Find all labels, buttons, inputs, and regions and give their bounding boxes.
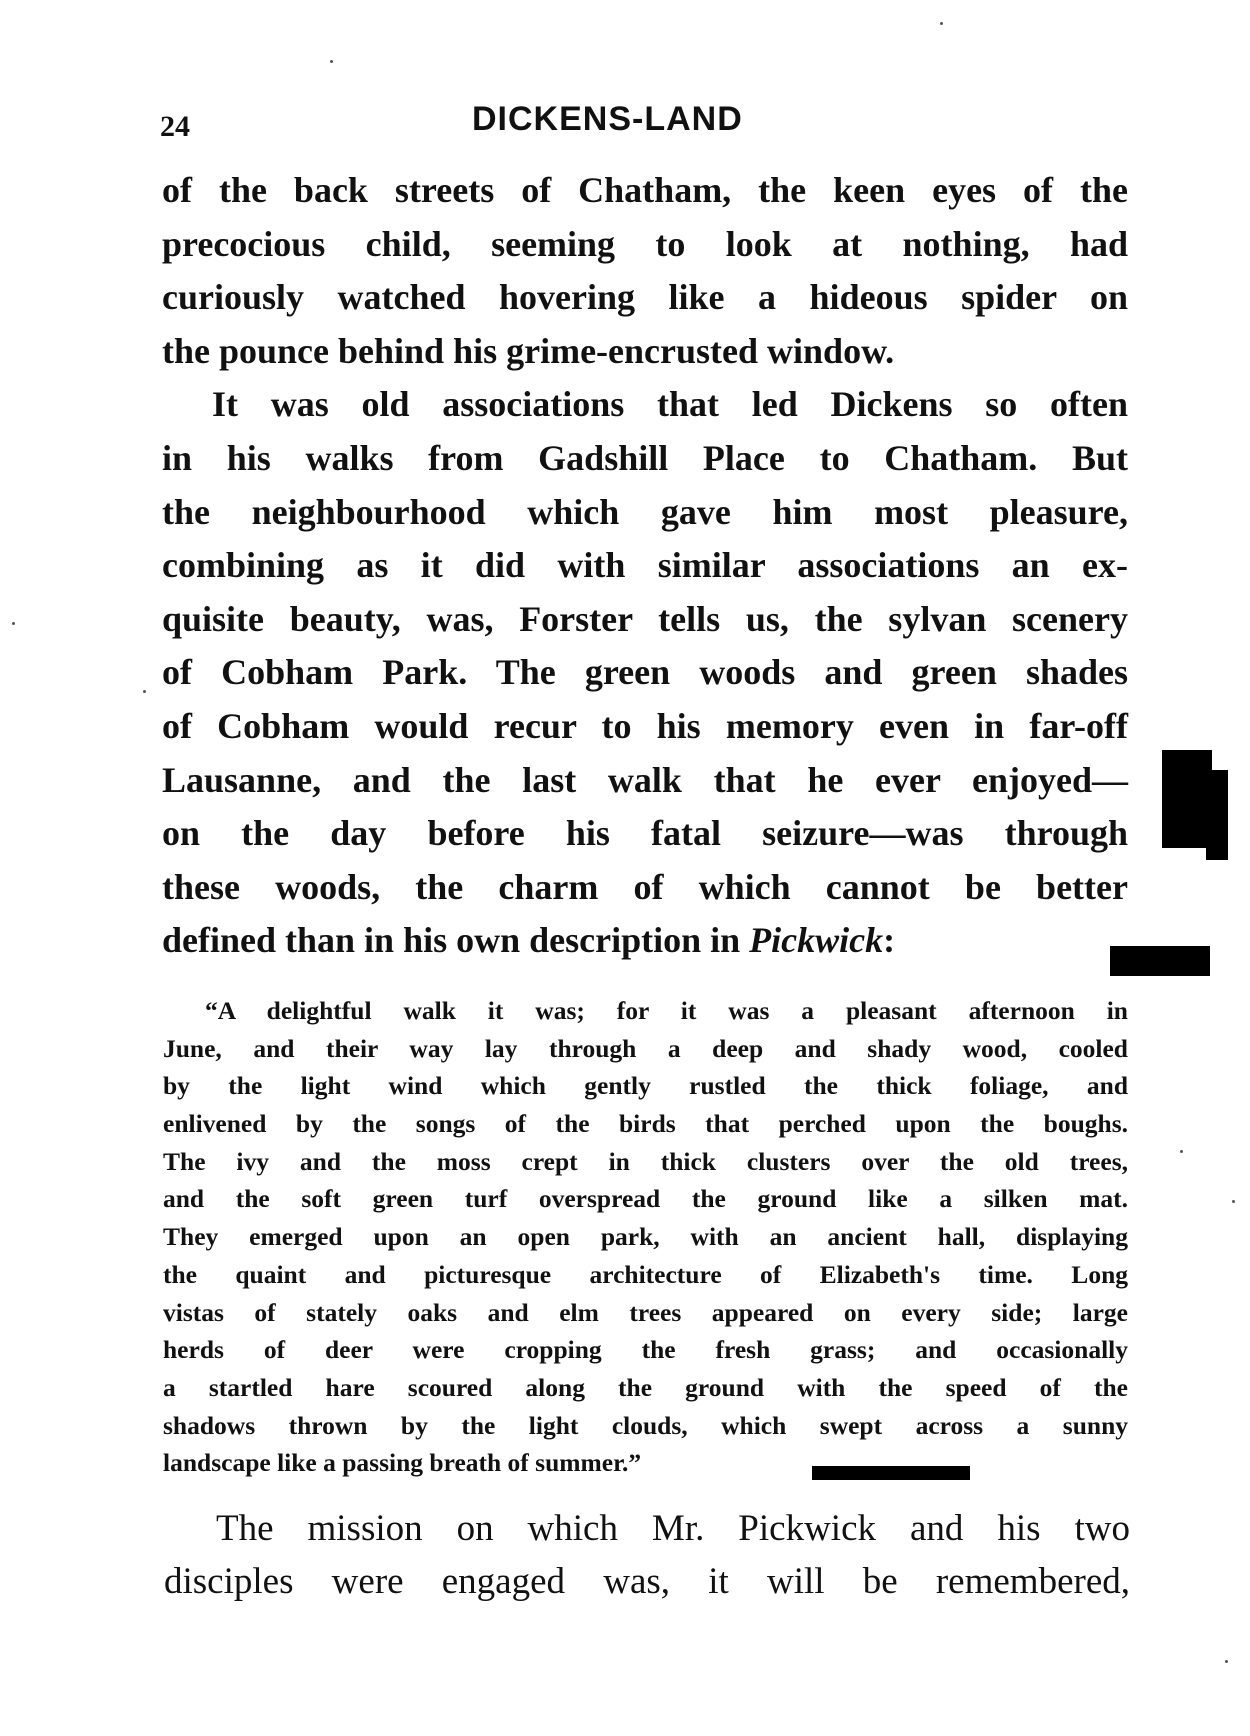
text-line: disciples were engaged was, it will be remembered, [164,1561,1130,1602]
text-line: quisite beauty, was, Forster tells us, the sylvan scenery [162,598,1128,639]
quote-line: the quaint and picturesque architecture of Elizabeth's time. Long [163,1259,1128,1289]
quote-line: and the soft green turf overspread the ground like a silken mat. [163,1184,1128,1214]
text-line: of the back streets of Chatham, the keen eyes of the [162,170,1128,210]
ink-blot [1206,770,1228,860]
text-line: of Cobham Park. The green woods and green shades [162,652,1128,693]
quote-line: “A delightful walk it was; for it was a pleasant afternoon in [205,996,1128,1025]
page-number: 24 [160,110,190,143]
text-line: It was old associations that led Dickens so often [212,384,1128,425]
speck [143,690,146,693]
text-line: combining as it did with similar associations an ex- [162,545,1128,586]
text-line [162,914,1128,968]
text-fragment: defined than in his own description in [162,920,741,961]
text-line: precocious child, seeming to look at nothing, had [162,223,1128,264]
speck [1180,1150,1183,1153]
quote-line: landscape like a passing breath of summer.” [163,1448,642,1478]
text-line: these woods, the charm of which cannot be better [162,866,1128,907]
text-line: Lausanne, and the last walk that he ever enjoyed— [162,759,1128,800]
speck [940,22,943,25]
quote-line: The ivy and the moss crept in thick clusters over the old trees, [163,1146,1128,1176]
text-line: curiously watched hovering like a hideous spider on [162,277,1128,318]
block-quotation [163,992,1128,1482]
speck [12,622,15,625]
quote-line: vistas of stately oaks and elm trees appeared on every side; large [163,1297,1128,1327]
text-fragment: : [883,920,896,961]
text-line: the pounce behind his grime-encrusted window. [162,330,895,371]
speck [1225,1660,1228,1663]
text-line: the neighbourhood which gave him most pleasure, [162,491,1128,532]
quote-line: June, and their way lay through a deep and shady wood, cooled [163,1033,1128,1063]
text-line: in his walks from Gadshill Place to Chatham. But [162,437,1128,478]
quote-line: enlivened by the songs of the birds that perched upon the boughs. [163,1109,1128,1139]
ink-blot [1110,946,1210,976]
running-head: DICKENS-LAND [472,100,743,138]
text-line: The mission on which Mr. Pickwick and his two [216,1508,1130,1549]
main-text [162,164,1128,968]
quote-line: by the light wind which gently rustled the thick foliage, and [163,1071,1128,1101]
quote-line: They emerged upon an open park, with an ancient hall, displaying [163,1222,1128,1252]
text-line: on the day before his fatal seizure—was through [162,813,1128,854]
speck [1232,1200,1235,1203]
quote-line: a startled hare scoured along the ground with the speed of the [163,1372,1128,1402]
quote-line: shadows thrown by the light clouds, which swept across a sunny [163,1410,1128,1440]
ink-blot [1162,750,1212,848]
main-text-continued [164,1502,1130,1608]
speck [330,60,333,63]
page-header [160,96,1130,146]
text-line: of Cobham would recur to his memory even in far-off [162,705,1128,746]
ink-blot [812,1466,970,1480]
book-title-italic: Pickwick [749,920,884,961]
quote-line: herds of deer were cropping the fresh grass; and occasionally [163,1335,1128,1365]
